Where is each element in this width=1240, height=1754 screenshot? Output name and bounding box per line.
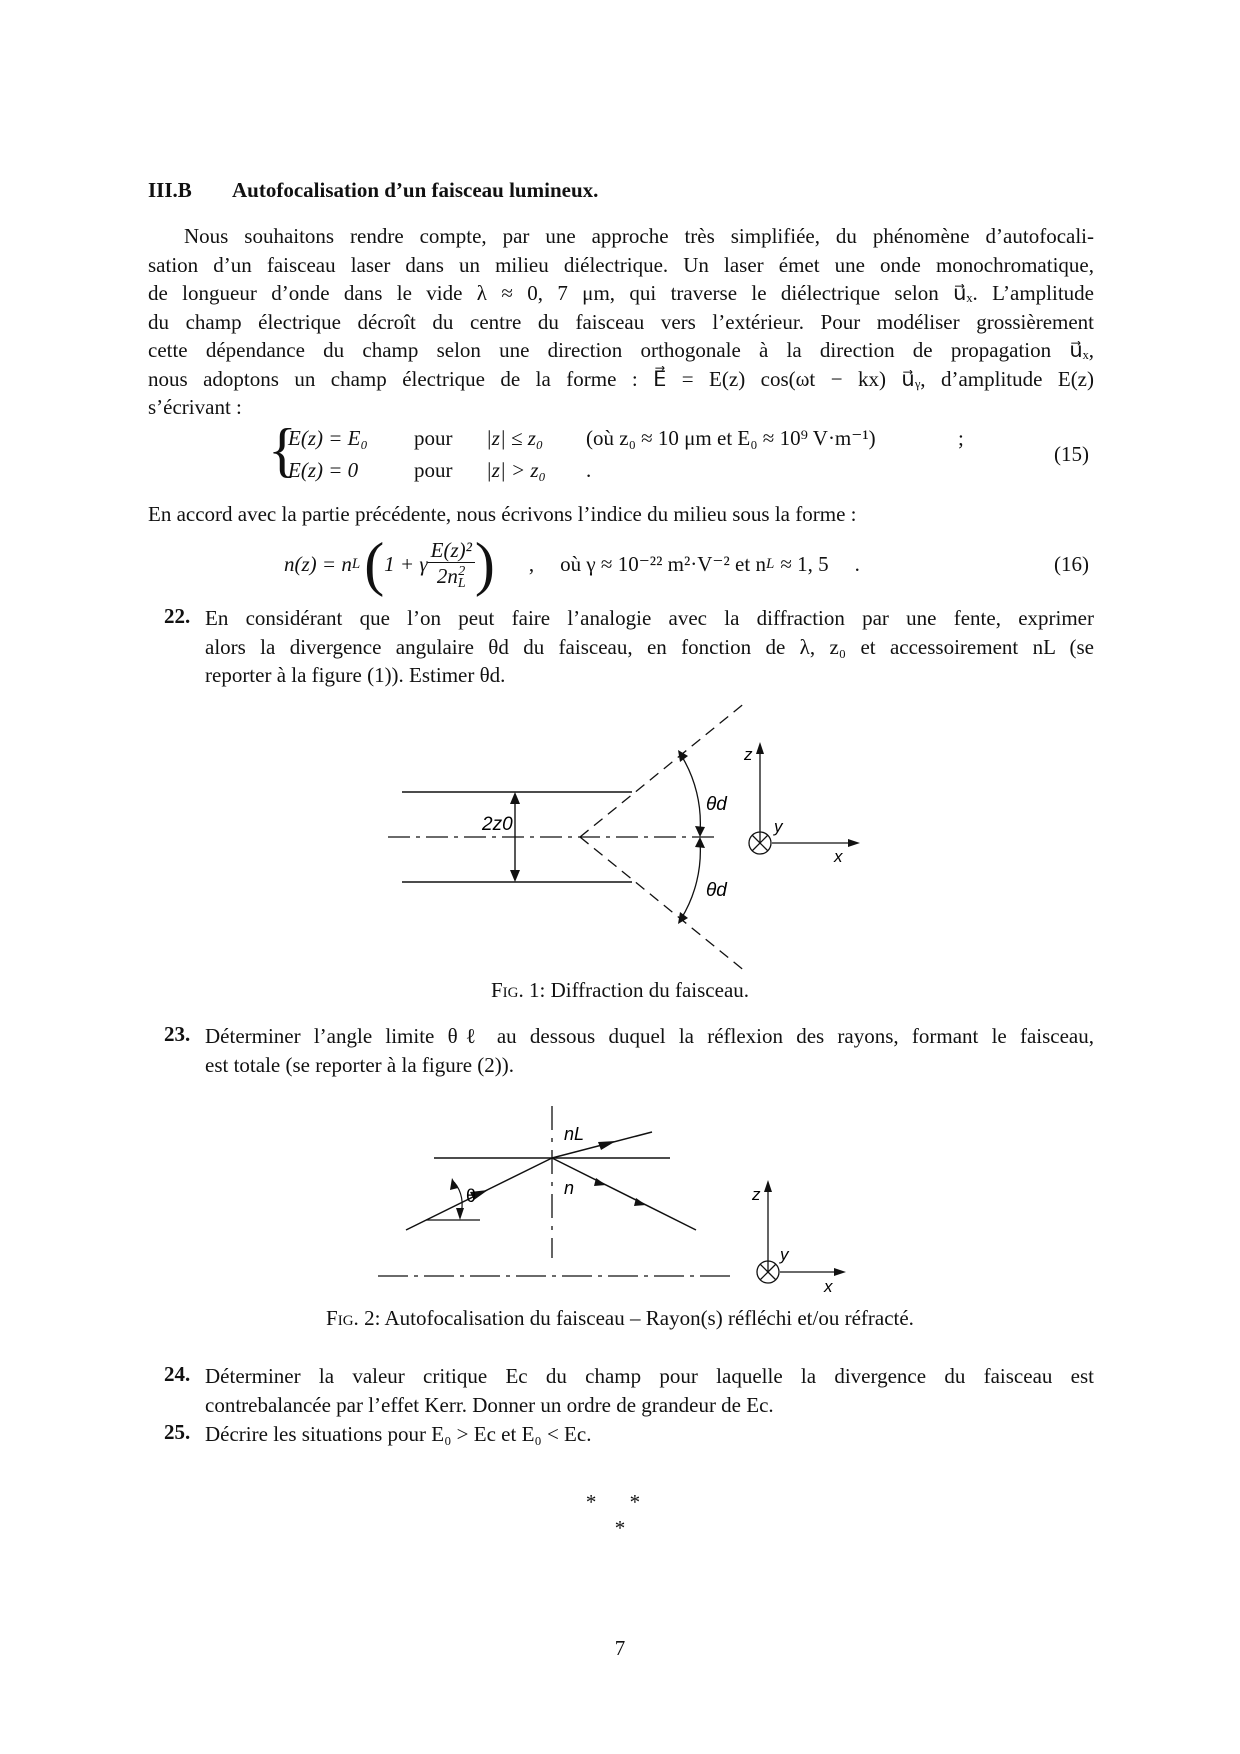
eq15-row2-end: . [586,458,592,482]
figure-2-autofocalisation [370,1100,870,1300]
eq16-fraction [428,538,475,590]
question-25-number: 25. [164,1420,191,1444]
fig1-theta-arc-bottom [681,841,700,919]
question-23-line-1: Déterminer l’angle limite θℓ au dessous duquel la réflexion des rayons, formant le faisceau, [205,1024,1094,1048]
fig2-axis-x-arrow [834,1268,846,1276]
section-heading [148,178,598,203]
equation-15-brace: { [268,417,297,483]
eq16-note-sub: L [765,555,775,572]
fig2-axis-z-arrow [764,1180,772,1192]
eq15-row1-cond: |z| ≤ z₀ [486,426,544,450]
eq15-row1-note: (où z₀ ≈ 10 μm et E₀ ≈ 10⁹ V·m⁻¹) [586,426,876,450]
eq16-open-paren: ( [364,531,385,597]
eq16-inner: 1 + γ [384,551,428,576]
intro-line-3: de longueur d’onde dans le vide λ ≈ 0, 7 μm, qui traverse le diélectrique selon u⃗ₓ. L’amplitude [148,281,1094,305]
question-25-text [205,1420,1094,1449]
question-24-line-2: contrebalancée par l’effet Kerr. Donner un ordre de grandeur de Ec. [205,1392,774,1417]
intro-line-5: cette dépendance du champ selon une direction orthogonale à la direction de propagation u⃗ₓ, [148,338,1094,362]
transition-text: En accord avec la partie précédente, nous écrivons l’indice du milieu sous la forme : [148,502,857,526]
figure-1-caption [0,978,1240,1003]
eq15-row2-word: pour [414,458,453,482]
fig1-theta-arc-top [681,755,700,833]
fig2-axis-z-label: z [752,1185,761,1204]
fig2-reflected-ray-arrow-2 [634,1198,646,1206]
fig1-label-2z0: 2z0 [482,814,513,835]
question-25-line-1: Décrire les situations pour E₀ > Ec et E₀ < Ec. [205,1422,592,1446]
eq16-frac-den-sub: L [457,576,466,592]
fig1-axis-z-arrow [756,742,764,754]
fig1-divergence-bottom [580,837,746,972]
eq16-lhs: n(z) = n [284,551,352,576]
question-23-text [205,1022,1094,1079]
intro-line-2: sation d’un faisceau laser dans un milieu diélectrique. Un laser émet une onde monochromatique, [148,252,1094,277]
question-24-number: 24. [164,1362,191,1386]
fig1-axis-z-label: z [744,745,753,764]
eq16-end: . [854,551,860,576]
eq15-row1-word: pour [414,426,453,450]
figure-1-caption-prefix: Fig. [490,978,524,1002]
question-23-number: 23. [164,1022,191,1046]
eq16-close-paren: ) [474,531,495,597]
question-23-line-2: est totale (se reporter à la figure (2)). [205,1052,515,1077]
fig1-axis-x-arrow [848,839,860,847]
eq16-note-end: ≈ 1, 5 [780,551,829,576]
figure-2-caption-text: 2: Autofocalisation du faisceau – Rayon(s) réfléchi et/ou réfracté. [364,1306,914,1330]
figure-1-diffraction [370,700,870,980]
fig2-label-theta: θ [466,1186,477,1206]
question-24-line-1: Déterminer la valeur critique Ec du champ pour laquelle la divergence du faisceau est [205,1364,1094,1388]
page-number: 7 [614,1636,626,1660]
eq16-label: (16) [1054,552,1089,576]
fig2-axis-y-label: y [780,1245,789,1264]
eq16-note: où γ ≈ 10⁻²² m²·V⁻² et n [560,551,766,576]
eq15-row1-end: ; [958,426,964,450]
fig2-axis-x-label: x [824,1277,833,1296]
eq15-row2-cond: |z| > z₀ [486,458,546,482]
equation-16 [284,532,860,596]
eq16-frac-den-sup: 2 [458,564,466,580]
fig2-label-nL: nL [564,1124,585,1144]
intro-line-7: s’écrivant : [148,395,242,419]
eq16-frac-num: E(z)² [428,538,475,563]
section-title: Autofocalisation d’un faisceau lumineux. [232,178,599,202]
question-22-number: 22. [164,604,191,628]
fig2-theta-arc-arrow-1 [456,1208,464,1220]
intro-paragraph [148,222,1094,422]
fig1-theta-arc-top-arrow1 [678,750,688,762]
fig1-2z0-arrowhead-top [510,792,520,804]
eq15-label: (15) [1054,442,1089,466]
eq15-row2-lhs: E(z) = 0 [288,458,359,482]
question-22-line-3: reporter à la figure (1)). Estimer θd. [205,663,506,687]
fig1-axis-y-label: y [774,817,783,836]
fig1-theta-arc-top-arrow2 [695,826,705,837]
question-22-line-1: En considérant que l’on peut faire l’analogie avec la diffraction par une fente, exprimer [205,606,1094,630]
fig1-axis-x-label: x [834,847,843,866]
fig1-label-theta-top: θd [706,794,727,815]
intro-line-1: Nous souhaitons rendre compte, par une approche très simplifiée, du phénomène d’autofocali- [184,224,1094,248]
intro-line-6: nous adoptons un champ électrique de la forme : E⃗ = E(z) cos(ωt − kx) u⃗ᵧ, d’amplitude E(z) [148,366,1094,391]
figure-2-caption-prefix: Fig. [326,1306,359,1330]
eq16-lhs-sub: L [351,555,361,572]
eq15-row1-lhs: E(z) = E₀ [288,426,368,450]
fig2-label-n: n [564,1178,575,1198]
question-22-line-2: alors la divergence angulaire θd du faisceau, en fonction de λ, z₀ et accessoirement nL (se [205,634,1094,659]
figure-1-caption-text: 1: Diffraction du faisceau. [528,978,750,1002]
fig1-2z0-arrowhead-bottom [510,870,520,882]
separator-stars-bottom: * [614,1516,626,1540]
fig2-reflected-ray-arrow-1 [594,1178,606,1186]
question-22-text [205,604,1094,690]
section-number: III.B [148,178,192,202]
separator-stars-top: * * [585,1490,655,1514]
fig1-theta-arc-bottom-arrow1 [695,837,705,848]
fig2-theta-arc-arrow-2 [450,1178,458,1190]
intro-line-4: du champ électrique décroît du centre du faisceau vers l’extérieur. Pour modéliser grossièrement [148,309,1094,334]
fig1-label-theta-bottom: θd [706,880,727,901]
figure-2-caption [0,1306,1240,1331]
question-24-text [205,1362,1094,1419]
eq16-frac-den: 2n [436,563,458,588]
fig2-refracted-ray-arrow [598,1141,616,1150]
eq16-sep: , [528,551,535,576]
fig1-divergence-top [580,702,746,837]
fig1-theta-arc-bottom-arrow2 [678,912,688,924]
